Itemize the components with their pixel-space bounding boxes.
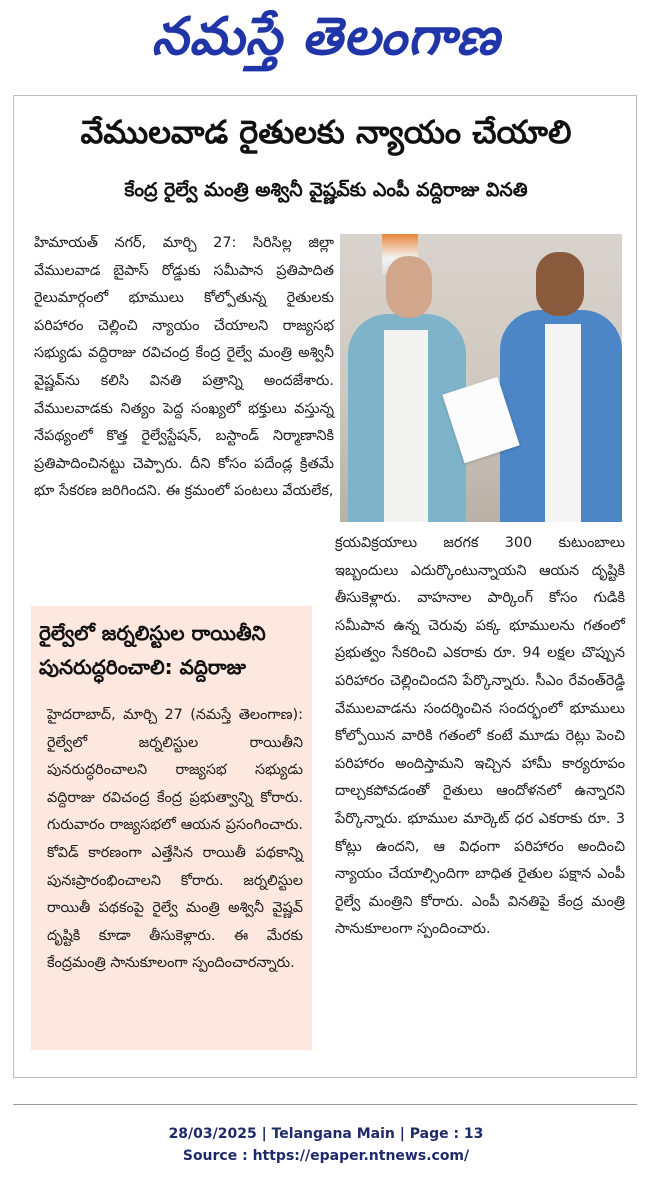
footer-divider	[13, 1104, 637, 1105]
masthead	[0, 0, 652, 78]
news-clipping	[13, 95, 637, 1078]
article-column-right: క్రయవిక్రయాలు జరగక 300 కుటుంబాలు ఇబ్బందులు ఎదుర్కొంటున్నాయని ఆయన దృష్టికి తీసుకెళ్లారు. వాహనాల పార్కింగ్ కోసం గుడికి సమీపాన ఉన్న చెరువు పక్క భూములను గతంలో ప్రభుత్వం సేకరించి ఎకరాకు రూ. 94 లక్షల చొప్పున పరిహారం చెల్లించిందని పేర్కొన్నారు. సీఎం రేవంత్‌రెడ్డి వేములవాడను సందర్శించిన సందర్భంలో భూములు కోల్పోయిన వారికి గతంలో కంటే మూడు రెట్లు పెంచి పరిహారం అందిస్తామని ఇచ్చిన హామీ కార్యరూపం దాల్చకపోవడంతో రైతులు ఆందోళనలో ఉన్నారని పేర్కొన్నారు. భూముల మార్కెట్ ధర ఎకరాకు రూ. 3 కోట్లు ఉందని, ఆ విధంగా పరిహారం అందించి న్యాయం చేయాల్సిందిగా బాధిత రైతుల పక్షాన ఎంపీ రైల్వే మంత్రిని కోరారు. ఎంపీ వినతిపై కేంద్ర మంత్రి సానుకూలంగా స్పందించారు.	[335, 535, 625, 938]
footer-date-line: 28/03/2025 | Telangana Main | Page : 13	[168, 1126, 484, 1142]
sidebar-headline: రైల్వేలో జర్నలిస్టుల రాయితీని పునరుద్ధరించాలి: వద్దిరాజు	[39, 621, 266, 679]
sidebar-box	[31, 606, 312, 1050]
masthead-logo: నమస్తే తెలంగాణ	[151, 6, 501, 67]
article-photo	[340, 234, 622, 522]
article-column-left: హిమాయత్ నగర్, మార్చి 27: సిరిసిల్ల జిల్లా వేములవాడ బైపాస్ రోడ్డుకు సమీపాన ప్రతిపాదిత రైలుమార్గంలో భూములు కోల్పోతున్న రైతులకు పరిహారం చెల్లించి న్యాయం చేయాలని రాజ్యసభ సభ్యుడు వద్దిరాజు రవిచంద్ర కేంద్ర రైల్వే మంత్రి అశ్వినీ వైష్ణవ్‌ను కలిసి వినతి పత్రాన్ని అందజేశారు. వేములవాడకు నిత్యం పెద్ద సంఖ్యలో భక్తులు వస్తున్న నేపథ్యంలో కొత్త రైల్వేస్టేషన్, బస్టాండ్ నిర్మాణానికి ప్రతిపాదించినట్టు చెప్పారు. దీని కోసం పదేండ్ల క్రితమే భూ సేకరణ జరిగిందని. ఈ క్రమంలో పంటలు వేయలేక,	[34, 235, 334, 500]
sidebar-body: హైదరాబాద్, మార్చి 27 (నమస్తే తెలంగాణ): రైల్వేలో జర్నలిస్టుల రాయితీని పునరుద్ధరించాలని రాజ్యసభ సభ్యుడు వద్దిరాజు రవిచంద్ర కేంద్ర ప్రభుత్వాన్ని కోరారు. గురువారం రాజ్యసభలో ఆయన ప్రసంగించారు. కోవిడ్ కారణంగా ఎత్తేసిన రాయితీ పథకాన్ని పునఃప్రారంభించాలని కోరారు. జర్నలిస్టుల రాయితీ పథకంపై రైల్వే మంత్రి అశ్వినీ వైష్ణవ్ దృష్టికి కూడా తీసుకెళ్లారు. ఈ మేరకు కేంద్రమంత్రి సానుకూలంగా స్పందించారన్నారు.	[47, 707, 303, 972]
article-headline: వేములవాడ రైతులకు న్యాయం చేయాలి	[80, 113, 572, 151]
footer-source-line: Source : https://epaper.ntnews.com/	[182, 1148, 470, 1164]
article-subheadline: కేంద్ర రైల్వే మంత్రి అశ్వినీ వైష్ణవ్‌కు ఎంపీ వద్దిరాజు వినతి	[124, 179, 528, 201]
